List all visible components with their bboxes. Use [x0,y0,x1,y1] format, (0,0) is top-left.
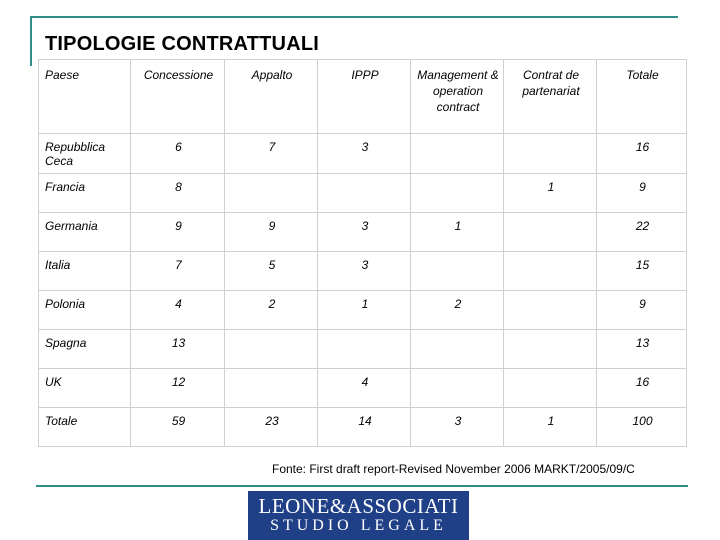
header-paese: Paese [39,60,131,134]
cell: 1 [318,291,411,330]
source-note: Fonte: First draft report-Revised November 2006 MARKT/2005/09/C [272,462,635,476]
table-row-total [39,408,687,447]
table-row [39,213,687,252]
cell [411,369,504,408]
header-management: Management & operation contract [411,60,504,134]
cell: 9 [597,174,687,213]
cell: 1 [504,408,597,447]
cell: 13 [597,330,687,369]
cell: 3 [411,408,504,447]
cell-country: Repubblica Ceca [39,134,131,174]
header-concessione: Concessione [131,60,225,134]
cell-country: Polonia [39,291,131,330]
cell-country: UK [39,369,131,408]
cell [504,134,597,174]
cell: 7 [131,252,225,291]
cell: 1 [504,174,597,213]
header-appalto: Appalto [225,60,318,134]
left-rule [30,16,32,66]
cell: 3 [318,134,411,174]
cell: 59 [131,408,225,447]
table-row [39,134,687,174]
cell [411,134,504,174]
cell [504,330,597,369]
cell: 12 [131,369,225,408]
cell [411,252,504,291]
cell: 4 [318,369,411,408]
cell: 15 [597,252,687,291]
table-row [39,252,687,291]
cell-country: Francia [39,174,131,213]
cell: 6 [131,134,225,174]
cell: 5 [225,252,318,291]
cell: 13 [131,330,225,369]
cell: 3 [318,213,411,252]
cell [225,330,318,369]
cell [504,213,597,252]
cell: 2 [225,291,318,330]
table-row [39,369,687,408]
table-row [39,174,687,213]
cell: 8 [131,174,225,213]
cell: 3 [318,252,411,291]
table-row [39,291,687,330]
cell: 14 [318,408,411,447]
cell [225,174,318,213]
cell: 2 [411,291,504,330]
logo-subtitle: STUDIO LEGALE [270,517,447,534]
cell [411,174,504,213]
cell: 9 [131,213,225,252]
cell: 23 [225,408,318,447]
cell-country: Germania [39,213,131,252]
cell-country: Italia [39,252,131,291]
cell [504,369,597,408]
contract-types-table [38,59,687,447]
cell [318,174,411,213]
cell: 7 [225,134,318,174]
cell [504,291,597,330]
header-totale: Totale [597,60,687,134]
cell: 16 [597,369,687,408]
table-header-row [39,60,687,134]
firm-logo [248,491,469,540]
cell: 100 [597,408,687,447]
cell: 9 [225,213,318,252]
top-rule [30,16,678,18]
cell: 4 [131,291,225,330]
bottom-rule [36,485,688,487]
cell [411,330,504,369]
page-title: TIPOLOGIE CONTRATTUALI [45,33,320,55]
header-contrat: Contrat de partenariat [504,60,597,134]
header-ippp: IPPP [318,60,411,134]
table-row [39,330,687,369]
cell-country: Totale [39,408,131,447]
cell-country: Spagna [39,330,131,369]
cell: 22 [597,213,687,252]
logo-firm-name: LEONE&ASSOCIATI [258,494,459,518]
cell [318,330,411,369]
cell: 16 [597,134,687,174]
cell: 9 [597,291,687,330]
cell: 1 [411,213,504,252]
cell [504,252,597,291]
cell [225,369,318,408]
